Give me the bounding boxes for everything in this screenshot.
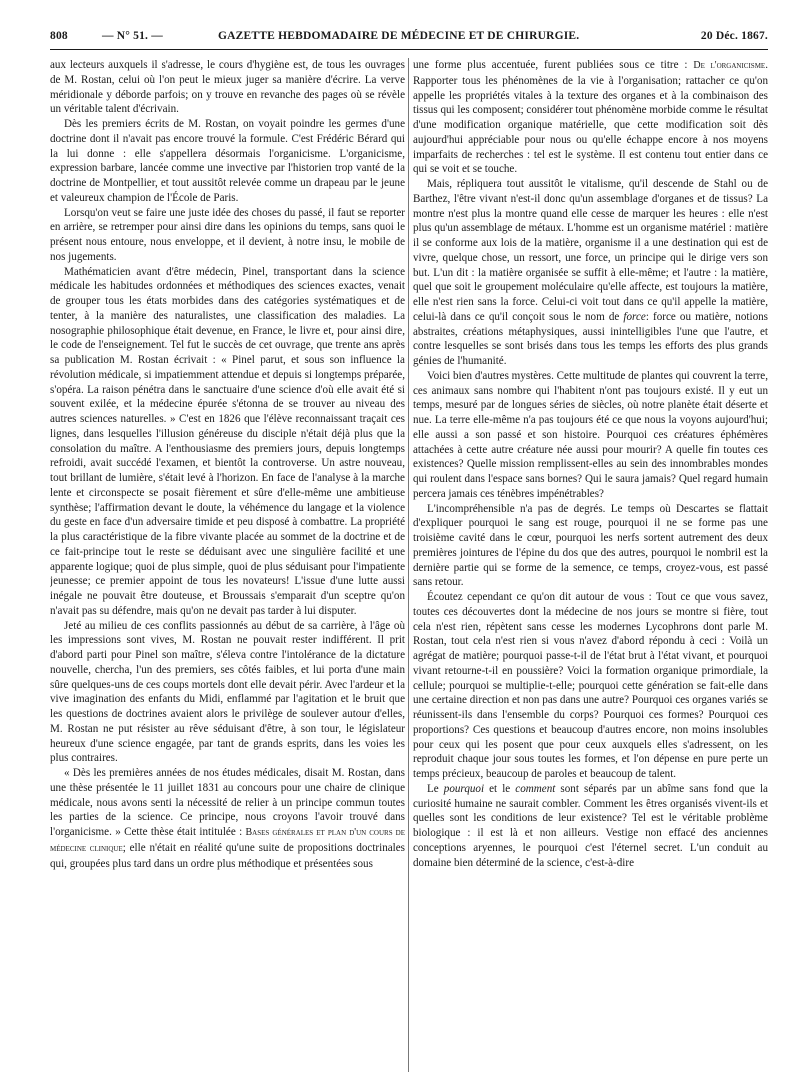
paragraph: Écoutez cependant ce qu'on dit autour de vous : Tout ce que vous savez, toutes ces découvertes dont la médecine de nos jours se montre si fière, tout cela n'est rien, répètent sans cesse les modernes Lycophrons dont parle M. Rostan, tout cela n'est rien si vous n'avez d'abord répondu à ceci : Voilà un agrégat de matière; pourquoi passe-t-il de l'état brut à l'état vivant, et pourquoi vivant retourne-t-il en poussière? Voici la formation organique primordiale, la cellule; pourquoi se multiplie-t-elle; pourquoi cette génération se fait-elle dans une certaine direction et non pas dans une autre? Pourquoi ces organes variés se réunissent-ils dans l'ensemble du corps? Pourquoi ces formes? Pourquoi ces proportions? Ces questions et beaucoup d'autres encore, non moins insolubles pour ceux qui les posent que pour ceux auxquels elles s'adressent, on les reproduit chaque jour sous toutes les formes, et l'on dépense en pure perte un temps précieux, beaucoup de paroles et beaucoup de talent. <box>413 591 768 780</box>
issue-date: 20 Déc. 1867. <box>700 30 768 42</box>
paragraph: Dès les premiers écrits de M. Rostan, on voyait poindre les germes d'une doctrine dont il n'avait pas encore trouvé la formule. C'est Frédéric Bérard qui la lui donne : elle s'appellera désormais l'organicisme. L'organicisme, expression barbare, lancée comme une invective par l'historien trop vanté de la doctrine de Montpellier, et tout aussitôt relevée comme un drapeau par le jeune et valeureux champion de l'École de Paris. <box>50 118 405 204</box>
text-run: ; elle n'était en réalité qu'une suite de propositions doctrinales qui, groupées plus tard dans un ordre plus méthodique et présentées sous <box>50 841 405 870</box>
left-column <box>50 58 405 1076</box>
paragraph <box>413 177 768 369</box>
column-divider <box>408 58 409 1072</box>
paragraph <box>413 782 768 871</box>
italic-term: pourquoi <box>443 782 485 795</box>
paragraph: Voici bien d'autres mystères. Cette multitude de plantes qui couvrent la terre, ces animaux sans nombre qui l'habitent n'ont pas toujours existé. Il y eut un temps, mesuré par de longues séries de siècles, où notre planète était déserte et nue. La terre elle-même n'a pas toujours été ce que nous la voyons aujourd'hui; elle aussi a son passé et son histoire. Pourquoi ces créatures éphémères attachées à cette autre créature née aussi pour mourir? A quelle fin toutes ces existences? Quelle mission remplissent-elles au sein des innombrables mondes qui roulent dans l'espace sans bornes? Qui le saura jamais? Quel regard humain percera jamais ces ténèbres impénétrables? <box>413 369 768 500</box>
paragraph: aux lecteurs auxquels il s'adresse, le cours d'hygiène est, de tous les ouvrages de M. Rostan, celui où l'on peut le mieux juger sa manière d'écrire. La verve méridionale y déborde parfois; on y trouve en revanche des pages où se révèle un véritable talent d'écrivain. <box>50 59 405 116</box>
text-run: et le <box>484 782 516 795</box>
page-number: 808 <box>50 30 68 42</box>
running-header <box>50 30 768 46</box>
paragraph: L'incompréhensible n'a pas de degrés. Le temps où Descartes se flattait d'expliquer pourquoi le sang est rouge, pourquoi il ne se forme pas une troisième cavité dans le cœur, pourquoi les nerfs sortent autrement des deux premières jointures de l'épine du dos que des autres, pourquoi le nombril est la dernière partie qui se forme de la semence, ce temps, croyez-vous, est passé sans retour. <box>413 502 768 589</box>
italic-term: force <box>623 310 646 323</box>
text-run: : force ou matière, notions abstraites, créations métaphysiques, aussi inintelligibles l'une que l'autre, et contre lesquelles se sont brisés dans tous les temps les efforts des plus grands génies de l'humanité. <box>413 310 768 367</box>
thesis-title: Bases générales et plan d'un cours de médecine clinique <box>50 827 405 854</box>
text-run: une forme plus accentuée, furent publiées sous ce titre : <box>413 59 694 71</box>
issue-number: — N° 51. — <box>102 30 163 42</box>
right-column <box>413 58 768 1076</box>
text-run: sont séparés par un abîme sans fond que la curiosité humaine ne saurait combler. Comment les êtres organisés vivent-ils et quelles sont les conditions de leur existence? Tel est le véritable problème biologique : il est là et non ailleurs. Vestige non effacé des anciennes conceptions aryennes, le pourquoi c'est l'éternel secret. L'un conduit au domaine bien déterminé de la science, c'est-à-dire <box>413 782 768 869</box>
text-run: Mais, répliquera tout aussitôt le vitalisme, qu'il descende de Stahl ou de Barthez, l'être vivant n'est-il donc qu'un assemblage d'organes et de tissus? La montre n'est plus la montre quand elle cesse de marquer les heures : elle n'est plus qu'un assemblage de métaux. L'homme est un organisme matériel : matière il se conforme aux lois de la matière, organisme il a une destination qui est de vivre, quelque chose, un ressort, une force, un principe qui le dirige vers son but. L'un dit : la matière organisée se suffit à elle-même; et l'autre : la matière, quel que soit le groupement moléculaire qu'elle affecte, est toujours la matière, elle n'est rien sans la force. Celui-ci voit tout dans ce qu'il appelle la matière, celui-là dans ce qu'il conçoit sous le nom de <box>413 178 768 323</box>
book-title: De l'organicisme <box>693 60 766 71</box>
paragraph <box>413 58 768 177</box>
paragraph: Lorsqu'on veut se faire une juste idée des choses du passé, il faut se reporter en arrière, se retremper pour ainsi dire dans les opinions du temps, sans quoi le présent nous entoure, nous enveloppe, et il devient, à notre insu, le mobile de nos jugements. <box>50 206 405 263</box>
text-run: « Dès les premières années de nos études médicales, disait M. Rostan, dans une thèse présentée le 11 juillet 1831 au concours pour une chaire de clinique médicale, nous avons senti la nécessité de relier à un principe commun toutes les parties de la science. Ce principe, nous croyons l'avoir trouvé dans l'organicisme. » Cette thèse était intitulée : <box>50 767 405 838</box>
text-run: Le <box>427 782 444 795</box>
paragraph: Mathématicien avant d'être médecin, Pinel, transportant dans la science médicale les habitudes ordonnées et méthodiques des sciences exactes, venait de grouper tous les états morbides dans des catégories systématiques et de tenter, à la manière des naturalistes, une classification des maladies. La nosographie philosophique était devenue, en France, le livre et, pour ainsi dire, le code de l'enseignement. Tel fut le succès de cet ouvrage, que trente ans après sa publication M. Rostan écrivait : « Pinel parut, et sous son influence la révolution médicale, si impatiemment attendue et depuis si longtemps préparée, s'opéra. La raison pénétra dans le sanctuaire d'une science d'où elle avait été si souvent exilée, et la médecine épurée s'étonna de se trouver au niveau des autres sciences naturelles. » C'est en 1826 que l'élève reconnaissant traçait ces lignes, dans lesquelles l'illusion généreuse du disciple n'était déjà plus que la consolation du maître. A l'enthousiasme des premiers jours, depuis longtemps refroidi, avait succédé l'examen, et bientôt la controverse. Un astre nouveau, tout brillant de lumière, s'était levé à l'horizon. En face de l'analyse à la marche lente et circonspecte se posait fièrement et sûre d'elle-même une ambitieuse synthèse; l'affirmation devant le doute, la véhémence du langage et la violence du geste en face d'un adversaire timide et peu disposé à combattre. La propriété la plus caractéristique de la fibre vivante placée au sommet de la doctrine et de ce fait-principe tout le reste se déduisant avec une singulière facilité et une apparente logique; quoi de plus simple, quoi de plus séduisant pour l'impatiente jeunesse; ce premier appoint de tous les novateurs! L'issue d'une lutte aussi inégale ne pouvait être douteuse, et Broussais s'emparait d'un sceptre qu'on n'avait pas su défendre, mais qu'on ne devait pas tarder à lui disputer. <box>50 265 405 617</box>
italic-term: comment <box>515 782 556 795</box>
header-rule <box>50 49 768 50</box>
journal-title: GAZETTE HEBDOMADAIRE DE MÉDECINE ET DE CHIRURGIE. <box>218 30 580 42</box>
paragraph <box>50 766 405 871</box>
text-run: . Rapporter tous les phénomènes de la vie à l'organisation; rattacher ce qu'on appelle les propriétés vitales à la texture des organes et à la combinaison des tissus qui les composent; considérer tout phénomène morbide comme le résultat d'une modification organique matérielle, que cette modification soit dès aujourd'hui appréciable pour nous ou qu'elle échappe encore à nos moyens imparfaits de recherches : tel est le système. Il est contenu tout entier dans ce qui se voit et se touche. <box>413 59 768 176</box>
paragraph: Jeté au milieu de ces conflits passionnés au début de sa carrière, à l'âge où les impressions sont vives, M. Rostan ne pouvait rester indifférent. Il prit d'abord parti pour Pinel son maître, s'éleva contre l'intolérance de la dictature nouvelle, chercha, l'un des premiers, ses côtés faibles, et lui porta d'une main sûre quelques-uns de ces coups mortels dont elle devait périr. Avec l'ardeur et la vive imagination des enfants du Midi, enflammé par l'agitation et le bruit que les questions de doctrines avaient alors le privilège de soulever autour d'elles, M. Rostan ne put résister au rêve séduisant d'être, à son tour, le législateur heureux d'une science engagée, par tant de grands esprits, dans les voies les plus contraires. <box>50 619 405 765</box>
